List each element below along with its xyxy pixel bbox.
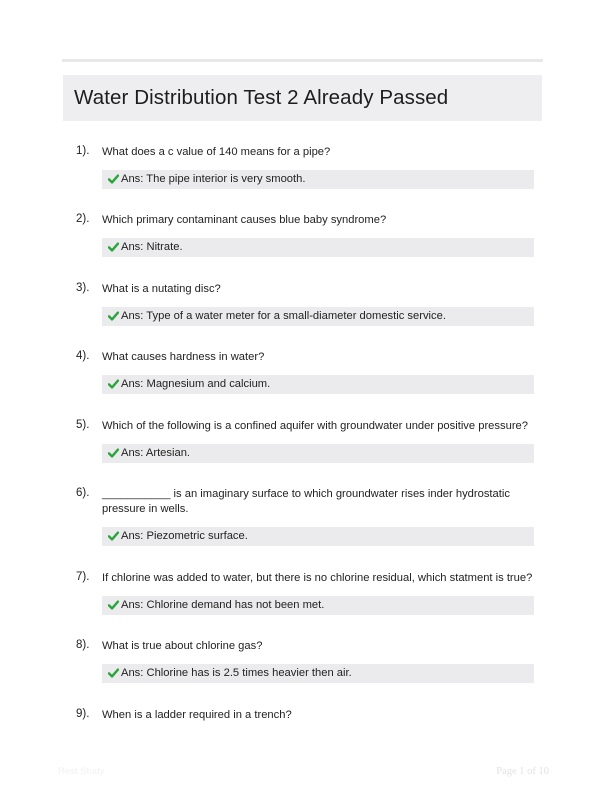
question-number: 4).	[76, 350, 90, 362]
answer-text: Ans: Piezometric surface.	[121, 530, 248, 542]
answer-box	[102, 596, 534, 615]
question-text: What is a nutating disc?	[102, 283, 221, 295]
footer-brand: Rest Study	[58, 766, 105, 777]
answer-box	[102, 238, 534, 257]
question-number: 9).	[76, 708, 90, 720]
answer-text: Ans: Magnesium and calcium.	[121, 378, 271, 390]
question-number: 1).	[76, 145, 90, 157]
answer-text: Ans: Nitrate.	[121, 241, 183, 253]
check-icon	[108, 596, 119, 615]
answer-text: Ans: Chlorine demand has not been met.	[121, 599, 325, 611]
answer-box	[102, 444, 534, 463]
question-text: If chlorine was added to water, but there is no chlorine residual, which statment is true?	[102, 572, 533, 584]
question-text: When is a ladder required in a trench?	[102, 709, 292, 721]
top-divider	[62, 59, 543, 62]
question-number: 8).	[76, 639, 90, 651]
answer-text: Ans: The pipe interior is very smooth.	[121, 173, 306, 185]
question-text: What does a c value of 140 means for a pipe?	[102, 146, 331, 158]
answer-text: Ans: Type of a water meter for a small-diameter domestic service.	[121, 310, 446, 322]
question-text: Which of the following is a confined aquifer with groundwater under positive pressure?	[102, 420, 528, 432]
check-icon	[108, 170, 119, 189]
answer-box	[102, 375, 534, 394]
check-icon	[108, 527, 119, 546]
question-number: 7).	[76, 571, 90, 583]
answer-text: Ans: Artesian.	[121, 447, 191, 459]
question-number: 2).	[76, 213, 90, 225]
question-text: ___________ is an imaginary surface to which groundwater rises inder hydrostatic pressure in wells.	[102, 488, 510, 515]
answer-box	[102, 664, 534, 683]
question-number: 6).	[76, 487, 90, 499]
question-text: Which primary contaminant causes blue baby syndrome?	[102, 214, 387, 226]
check-icon	[108, 238, 119, 257]
answer-text: Ans: Chlorine has is 2.5 times heavier then air.	[121, 667, 352, 679]
page-indicator: Page 1 of 10	[496, 766, 549, 777]
page-title: Water Distribution Test 2 Already Passed	[74, 86, 449, 109]
title-banner	[63, 75, 542, 121]
check-icon	[108, 375, 119, 394]
question-number: 5).	[76, 419, 90, 431]
question-text: What causes hardness in water?	[102, 351, 265, 363]
answer-box	[102, 170, 534, 189]
check-icon	[108, 444, 119, 463]
question-text: What is true about chlorine gas?	[102, 640, 263, 652]
answer-box	[102, 307, 534, 326]
question-number: 3).	[76, 282, 90, 294]
answer-box	[102, 527, 534, 546]
check-icon	[108, 664, 119, 683]
check-icon	[108, 307, 119, 326]
